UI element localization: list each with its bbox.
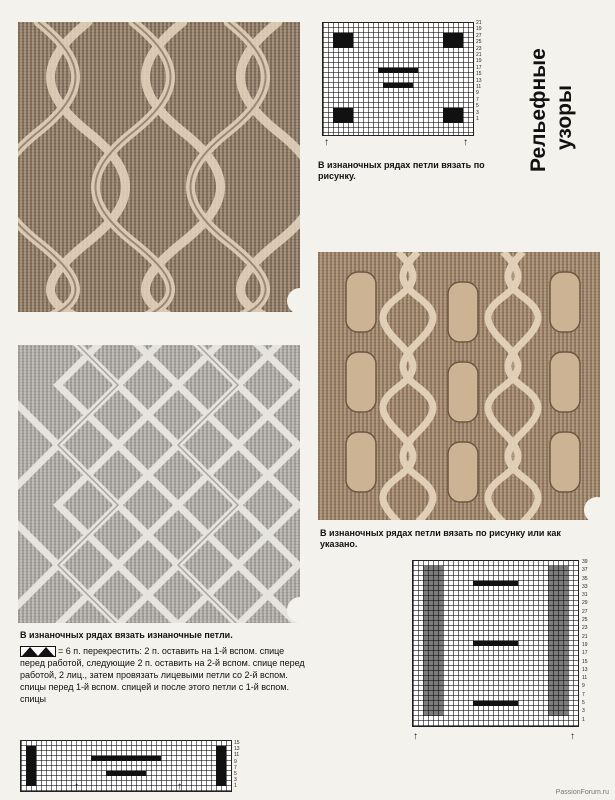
- chart-bottom-left-arrow-1: ↑: [74, 781, 79, 792]
- page-title: [505, 20, 613, 180]
- photo-cable-pattern-1: [18, 22, 300, 312]
- photo-cable-pattern-3: [318, 252, 600, 520]
- knitting-chart-top: [322, 22, 474, 136]
- title-line-1: Рельефные: [527, 48, 550, 172]
- cable-legend: [20, 645, 305, 705]
- chart-bottom-right-arrow-right: ↑: [570, 731, 575, 742]
- title-line-2: узоры: [553, 85, 576, 150]
- chart-top-row-numbers: 21 19 27 25 23 21 19 17 15 13 11 9 7 5 3 1: [476, 20, 482, 123]
- caption-middle-right: В изнаночных рядах петли вязать по рисунку или как указано.: [320, 528, 561, 549]
- page-tab-notch: [287, 288, 313, 314]
- page-tab-notch-left: [287, 597, 313, 623]
- knitting-chart-bottom-right: [412, 560, 579, 727]
- page-tab-notch-right: [584, 497, 610, 523]
- chart-bottom-right-arrow-left: ↑: [413, 731, 418, 742]
- chart-bottom-right-row-numbers: 39 37 35 33 31 29 27 25 23 21 19 17 15 13 11 9 7 5 3 1: [582, 559, 588, 723]
- knitting-chart-bottom-left: [20, 740, 232, 792]
- chart-bottom-left-arrow-2: ↑: [177, 781, 182, 792]
- caption-bottom-left: В изнаночных рядах вязать изнаночные петли.: [20, 630, 233, 640]
- chart-top-arrow-left: ↑: [324, 137, 329, 148]
- caption-top-right: В изнаночных рядах петли вязать по рисунку.: [318, 160, 485, 181]
- chart-bottom-left-row-numbers: 15 13 11 9 7 5 3 1: [234, 740, 240, 790]
- photo-cable-pattern-2: [18, 345, 300, 623]
- chart-top-arrow-right: ↑: [463, 137, 468, 148]
- cable-cross-symbol-icon: [20, 646, 56, 657]
- cable-legend-text: = 6 п. перекрестить: 2 п. оставить на 1-й вспом. спице перед работой, следующие 2 п. оставить на 2-й вспом. спице перед работой, 2 лиц., затем провязать лицевыми петли со 2-й вспом. спицы перед 1-й вспом. спицей и после этого петли с 1-й вспом. спицы: [20, 646, 305, 705]
- footer-watermark: PassionForum.ru: [555, 789, 609, 796]
